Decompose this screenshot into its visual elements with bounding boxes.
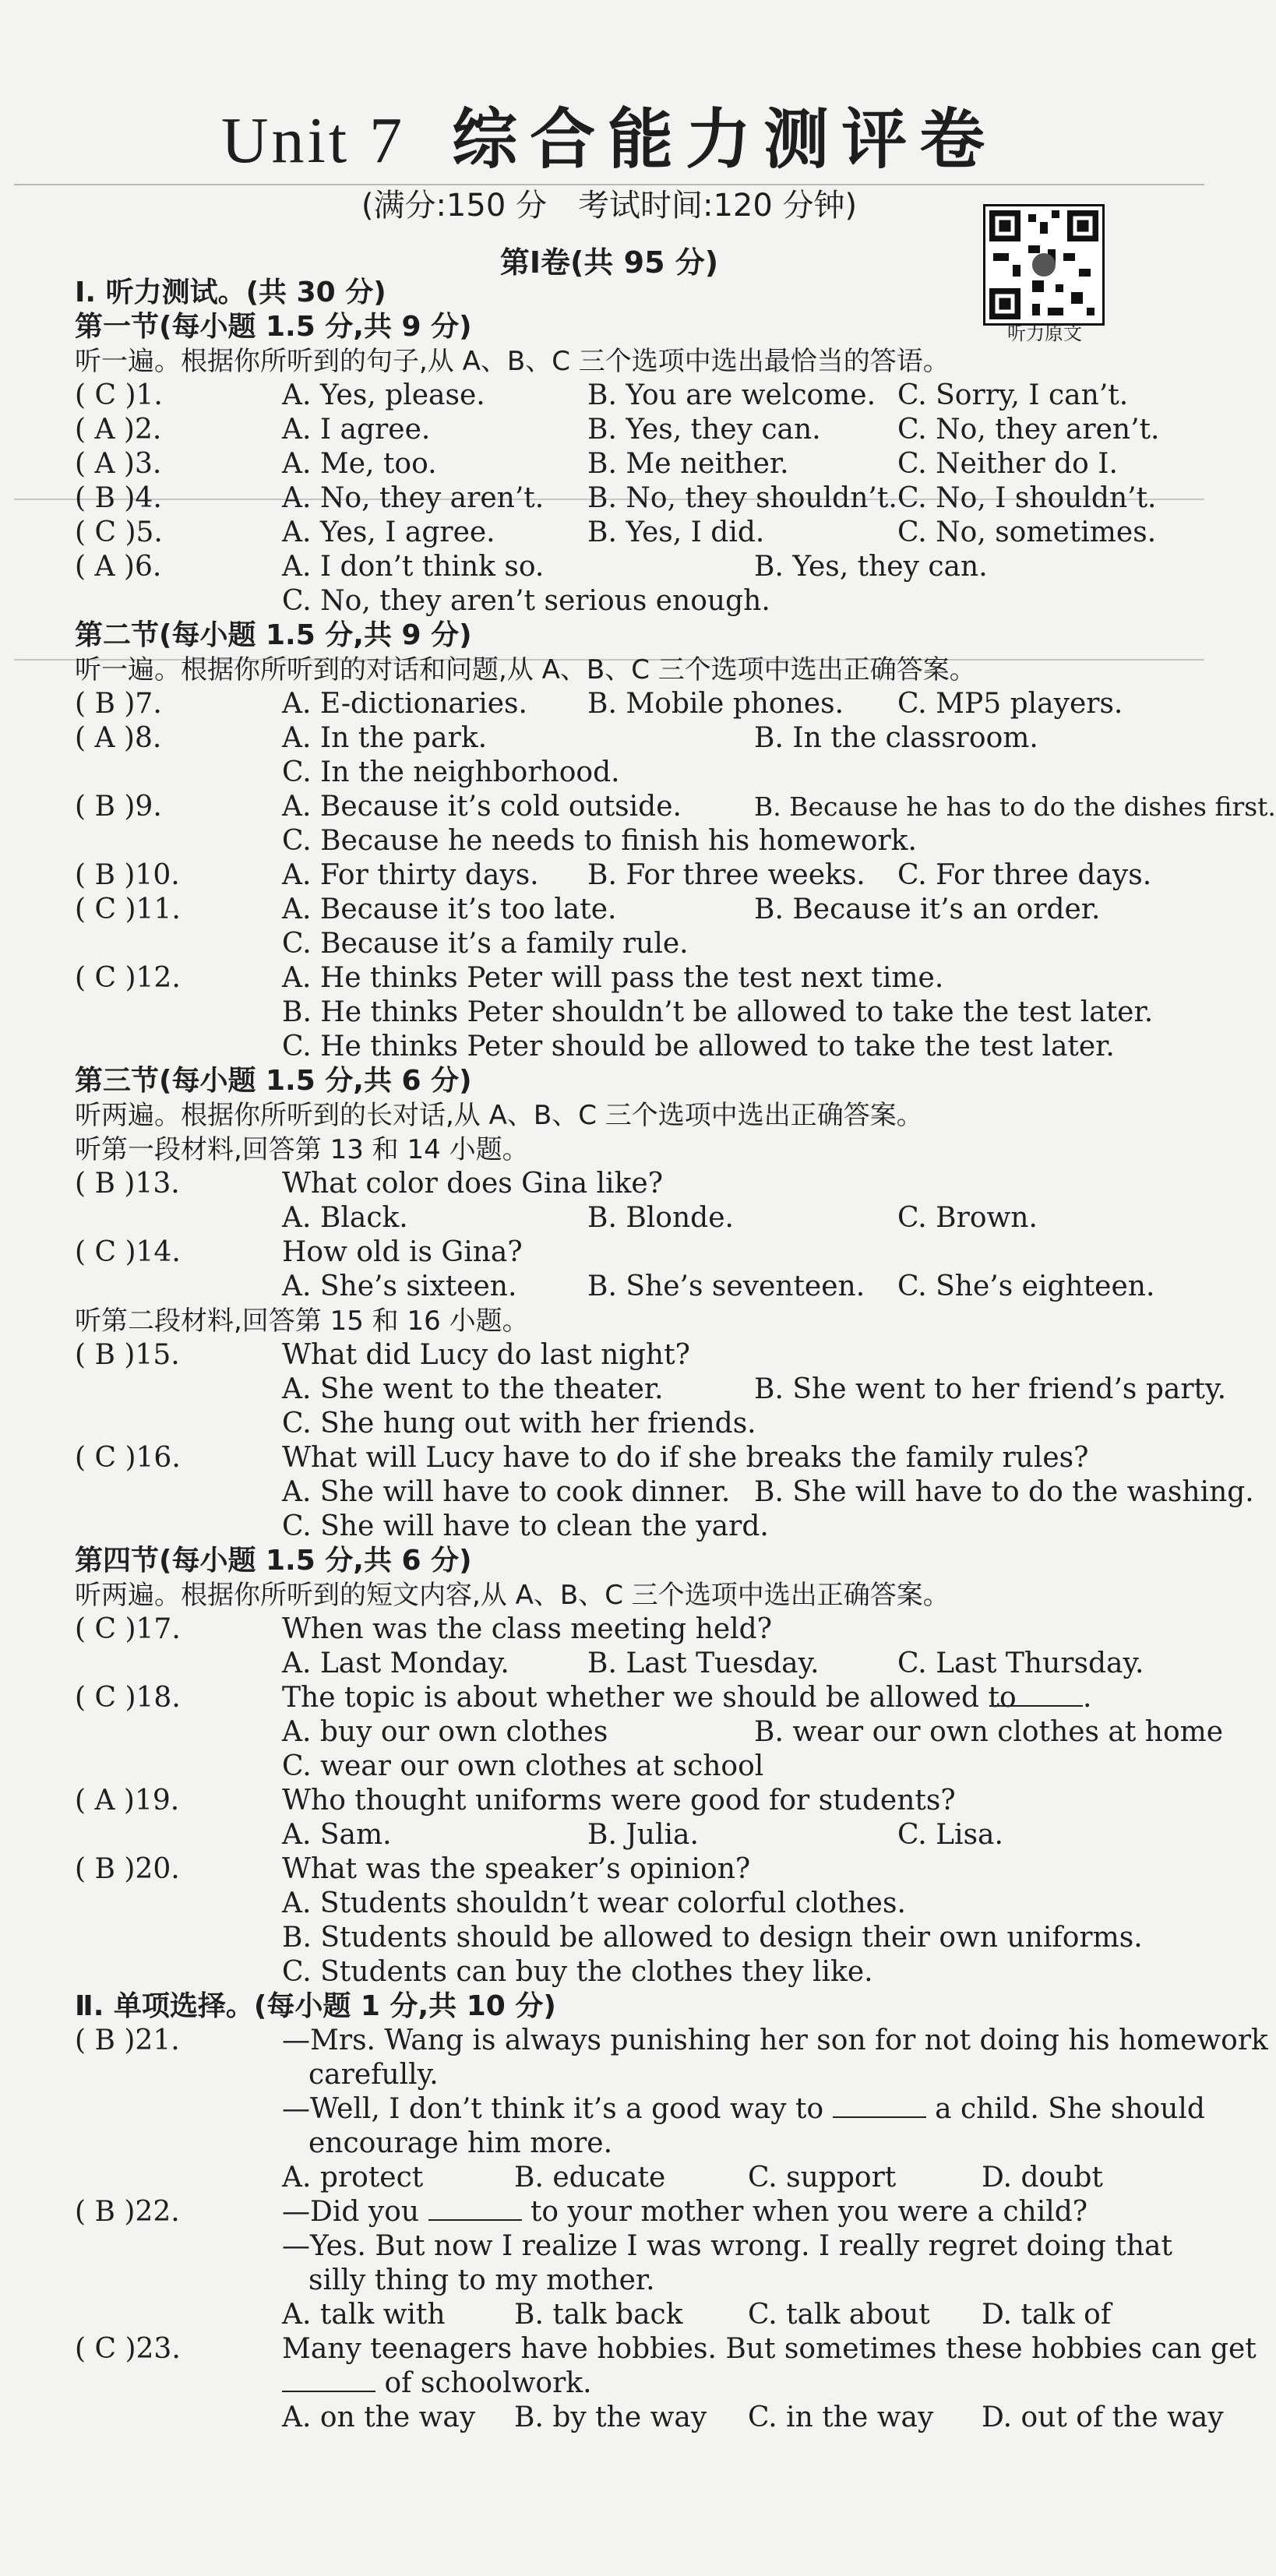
option-c: C. Students can buy the clothes they like. bbox=[282, 1956, 873, 1988]
option-a: A. Students shouldn’t wear colorful clothes. bbox=[282, 1887, 906, 1919]
option-c: C. Last Thursday. bbox=[897, 1647, 1144, 1679]
answer: ( A )8. bbox=[75, 722, 162, 754]
part-title: 第Ⅰ卷(共 95 分) bbox=[499, 245, 719, 280]
option-b: B. Me neither. bbox=[587, 448, 789, 480]
option-b: B. She went to her friend’s party. bbox=[754, 1373, 1227, 1405]
option-b: B. talk back bbox=[514, 2299, 683, 2331]
answer: ( B )7. bbox=[75, 688, 162, 720]
question-text: What was the speaker’s opinion? bbox=[282, 1853, 751, 1885]
option-b: B. Yes, they can. bbox=[587, 414, 821, 446]
answer: ( A )3. bbox=[75, 448, 162, 480]
instruction: 听一遍。根据你所听到的句子,从 A、B、C 三个选项中选出最恰当的答语。 bbox=[75, 346, 950, 377]
question-22-cont bbox=[75, 2229, 1172, 2264]
option-a: A. She will have to cook dinner. bbox=[282, 1476, 731, 1508]
answer: ( A )19. bbox=[75, 1785, 180, 1817]
question-13 bbox=[75, 1167, 1164, 1201]
question-text: —Did you to your mother when you were a child? bbox=[282, 2196, 1088, 2228]
option-c: C. No, they aren’t. bbox=[897, 414, 1160, 446]
answer: ( C )11. bbox=[75, 893, 181, 925]
question-15 bbox=[75, 1338, 1164, 1373]
question-6 bbox=[75, 550, 1164, 584]
question-22 bbox=[75, 2195, 1164, 2229]
answer: ( B )13. bbox=[75, 1168, 180, 1200]
option-a: A. Because it’s too late. bbox=[282, 893, 617, 925]
option-b: B. You are welcome. bbox=[587, 379, 876, 411]
answer: ( B )15. bbox=[75, 1339, 180, 1371]
question-12-cont bbox=[75, 1030, 1164, 1064]
question-18 bbox=[75, 1681, 1164, 1715]
option-d: D. doubt bbox=[982, 2162, 1103, 2194]
option-a: A. talk with bbox=[282, 2299, 446, 2331]
answer: ( C )12. bbox=[75, 962, 181, 994]
subsection-heading: 第三节(每小题 1.5 分,共 6 分) bbox=[75, 1065, 472, 1097]
question-text: —Mrs. Wang is always punishing her son for not doing his homework bbox=[282, 2025, 1268, 2056]
option-b: B. She will have to do the washing. bbox=[754, 1476, 1254, 1508]
instruction: 听一遍。根据你所听到的对话和问题,从 A、B、C 三个选项中选出正确答案。 bbox=[75, 654, 976, 685]
option-c: C. In the neighborhood. bbox=[282, 756, 620, 788]
question-text: silly thing to my mother. bbox=[308, 2264, 655, 2296]
option-a: A. Because it’s cold outside. bbox=[282, 791, 682, 823]
question-17-options bbox=[75, 1647, 1164, 1681]
option-a: A. She’s sixteen. bbox=[282, 1270, 517, 1302]
instruction: 听两遍。根据你所听到的长对话,从 A、B、C 三个选项中选出正确答案。 bbox=[75, 1100, 923, 1131]
answer: ( B )4. bbox=[75, 482, 162, 514]
question-text: What color does Gina like? bbox=[282, 1168, 663, 1200]
option-a: A. E-dictionaries. bbox=[282, 688, 527, 720]
answer: ( C )23. bbox=[75, 2333, 181, 2365]
question-21-cont bbox=[75, 2092, 1205, 2127]
question-16 bbox=[75, 1441, 1164, 1475]
option-a: A. buy our own clothes bbox=[282, 1716, 608, 1748]
answer-blank: . bbox=[989, 1681, 1091, 1715]
answer: ( B )20. bbox=[75, 1853, 180, 1885]
option-c: C. Sorry, I can’t. bbox=[897, 379, 1129, 411]
question-23-cont bbox=[75, 2366, 1164, 2401]
option-c: C. support bbox=[748, 2162, 897, 2194]
answer: ( B )21. bbox=[75, 2025, 180, 2056]
question-18-cont bbox=[75, 1750, 1164, 1784]
question-21 bbox=[75, 2024, 1268, 2058]
option-a: A. In the park. bbox=[282, 722, 488, 754]
question-2 bbox=[75, 413, 1164, 447]
answer: ( C )17. bbox=[75, 1613, 181, 1645]
option-c: C. Because he needs to finish his homework. bbox=[282, 825, 917, 857]
option-c: C. She hung out with her friends. bbox=[282, 1408, 756, 1440]
question-8-cont bbox=[75, 756, 1164, 790]
material-note: 听第一段材料,回答第 13 和 14 小题。 bbox=[75, 1134, 529, 1165]
option-b: B. Last Tuesday. bbox=[587, 1647, 820, 1679]
option-b: B. educate bbox=[514, 2162, 666, 2194]
qr-label: 听力原文 bbox=[1007, 322, 1082, 344]
question-text: How old is Gina? bbox=[282, 1236, 523, 1268]
question-20 bbox=[75, 1852, 1164, 1887]
question-7 bbox=[75, 687, 1164, 721]
option-a: A. Me, too. bbox=[282, 448, 437, 480]
option-c: C. MP5 players. bbox=[897, 688, 1123, 720]
question-13-options bbox=[75, 1201, 1164, 1235]
option-c: C. No, they aren’t serious enough. bbox=[282, 585, 770, 617]
question-3 bbox=[75, 447, 1164, 481]
question-text: encourage him more. bbox=[308, 2127, 613, 2159]
question-15-options bbox=[75, 1373, 1227, 1407]
question-text: When was the class meeting held? bbox=[282, 1613, 772, 1645]
answer: ( B )10. bbox=[75, 859, 180, 891]
material-note: 听第二段材料,回答第 15 和 16 小题。 bbox=[75, 1306, 529, 1337]
option-b: B. Students should be allowed to design their own uniforms. bbox=[282, 1922, 1143, 1954]
question-23 bbox=[75, 2332, 1257, 2366]
option-b: B. wear our own clothes at home bbox=[754, 1716, 1224, 1748]
answer: ( B )9. bbox=[75, 791, 162, 823]
subsection-heading: 第二节(每小题 1.5 分,共 9 分) bbox=[75, 619, 472, 651]
question-8 bbox=[75, 721, 1164, 756]
question-19 bbox=[75, 1784, 1164, 1818]
option-a: A. No, they aren’t. bbox=[282, 482, 545, 514]
question-text: carefully. bbox=[308, 2059, 439, 2091]
option-a: A. Yes, please. bbox=[282, 379, 485, 411]
question-23-options bbox=[75, 2401, 1224, 2435]
option-a: A. He thinks Peter will pass the test next time. bbox=[282, 962, 944, 994]
option-c: C. in the way bbox=[748, 2402, 934, 2433]
question-11 bbox=[75, 893, 1164, 927]
option-b: B. Mobile phones. bbox=[587, 688, 844, 720]
question-21-options bbox=[75, 2161, 1164, 2195]
question-5 bbox=[75, 516, 1164, 550]
option-b: B. by the way bbox=[514, 2402, 707, 2433]
page-title bbox=[0, 87, 1218, 181]
option-a: A. Last Monday. bbox=[282, 1647, 509, 1679]
question-text: of schoolwork. bbox=[282, 2366, 592, 2401]
question-12-cont bbox=[75, 996, 1164, 1030]
question-21-cont bbox=[75, 2127, 1164, 2161]
answer: ( C )18. bbox=[75, 1682, 181, 1714]
answer: ( A )2. bbox=[75, 414, 162, 446]
option-c: C. No, sometimes. bbox=[897, 516, 1157, 548]
question-11-cont bbox=[75, 927, 1164, 961]
question-21-cont bbox=[75, 2058, 1164, 2092]
option-b: B. For three weeks. bbox=[587, 859, 865, 891]
question-6-cont bbox=[75, 584, 1164, 618]
option-c: C. For three days. bbox=[897, 859, 1152, 891]
question-1 bbox=[75, 379, 1164, 413]
question-12 bbox=[75, 961, 1164, 996]
option-b: B. Because he has to do the dishes first. bbox=[754, 791, 1276, 822]
title-cn: 综合能力测评卷 bbox=[452, 101, 998, 178]
subsection-heading: 第一节(每小题 1.5 分,共 9 分) bbox=[75, 311, 472, 343]
question-10 bbox=[75, 858, 1164, 893]
question-22-cont bbox=[75, 2264, 1164, 2298]
option-b: B. No, they shouldn’t. bbox=[587, 482, 897, 514]
option-c: C. Because it’s a family rule. bbox=[282, 928, 689, 960]
answer: ( C )5. bbox=[75, 516, 163, 548]
question-17 bbox=[75, 1612, 1164, 1647]
option-c: C. wear our own clothes at school bbox=[282, 1750, 764, 1782]
option-c: C. Brown. bbox=[897, 1202, 1038, 1234]
question-text: —Yes. But now I realize I was wrong. I really regret doing that bbox=[282, 2230, 1172, 2262]
option-b: B. She’s seventeen. bbox=[587, 1270, 865, 1302]
answer: ( B )22. bbox=[75, 2196, 180, 2228]
answer: ( C )16. bbox=[75, 1442, 181, 1474]
exam-info: (满分:150 分 考试时间:120 分钟) bbox=[361, 188, 858, 224]
option-c: C. Lisa. bbox=[897, 1819, 1003, 1851]
question-19-options bbox=[75, 1818, 1164, 1852]
option-a: A. protect bbox=[282, 2162, 424, 2194]
question-text: The topic is about whether we should be allowed to bbox=[282, 1682, 1017, 1714]
option-a: A. For thirty days. bbox=[282, 859, 539, 891]
section-title: Ⅱ. 单项选择。(每小题 1 分,共 10 分) bbox=[75, 1990, 556, 2022]
section-title: Ⅰ. 听力测试。(共 30 分) bbox=[75, 277, 386, 308]
question-16-options bbox=[75, 1475, 1254, 1510]
option-a: A. She went to the theater. bbox=[282, 1373, 664, 1405]
option-b: B. Yes, I did. bbox=[587, 516, 765, 548]
option-c: C. She’s eighteen. bbox=[897, 1270, 1155, 1302]
answer: ( C )1. bbox=[75, 379, 163, 411]
option-a: A. Sam. bbox=[282, 1819, 392, 1851]
question-4 bbox=[75, 481, 1164, 516]
question-16-cont bbox=[75, 1510, 1164, 1544]
option-d: D. talk of bbox=[982, 2299, 1112, 2331]
question-18-options bbox=[75, 1715, 1224, 1750]
question-text: What did Lucy do last night? bbox=[282, 1339, 690, 1371]
option-a: A. I agree. bbox=[282, 414, 431, 446]
option-c: C. talk about bbox=[748, 2299, 930, 2331]
answer-blank bbox=[282, 2367, 375, 2392]
question-text: What will Lucy have to do if she breaks the family rules? bbox=[282, 1442, 1089, 1474]
option-a: A. Yes, I agree. bbox=[282, 516, 495, 548]
question-20-cont bbox=[75, 1955, 1164, 1989]
answer-blank bbox=[428, 2196, 522, 2221]
option-b: B. Yes, they can. bbox=[754, 551, 988, 583]
subsection-heading: 第四节(每小题 1.5 分,共 6 分) bbox=[75, 1545, 472, 1577]
answer-blank bbox=[833, 2093, 926, 2118]
option-a: A. Black. bbox=[282, 1202, 408, 1234]
option-b: B. Blonde. bbox=[587, 1202, 734, 1234]
answer: ( C )14. bbox=[75, 1236, 181, 1268]
option-a: A. I don’t think so. bbox=[282, 551, 545, 583]
question-22-options bbox=[75, 2298, 1164, 2332]
option-c: C. Neither do I. bbox=[897, 448, 1118, 480]
question-text: Many teenagers have hobbies. But sometimes these hobbies can get bbox=[282, 2333, 1257, 2365]
question-text: Who thought uniforms were good for students? bbox=[282, 1785, 956, 1817]
option-b: B. Because it’s an order. bbox=[754, 893, 1101, 925]
question-20-cont bbox=[75, 1921, 1164, 1955]
question-14-options bbox=[75, 1270, 1164, 1304]
question-9-cont bbox=[75, 824, 1164, 858]
question-9 bbox=[75, 790, 1276, 824]
option-b: B. He thinks Peter shouldn’t be allowed to take the test later. bbox=[282, 996, 1154, 1028]
answer: ( A )6. bbox=[75, 551, 162, 583]
question-15-cont bbox=[75, 1407, 1164, 1441]
option-c: C. He thinks Peter should be allowed to take the test later. bbox=[282, 1031, 1115, 1062]
option-b: B. In the classroom. bbox=[754, 722, 1038, 754]
question-14 bbox=[75, 1235, 1164, 1270]
option-c: C. No, I shouldn’t. bbox=[897, 482, 1157, 514]
option-b: B. Julia. bbox=[587, 1819, 699, 1851]
option-a: A. on the way bbox=[282, 2402, 476, 2433]
question-20-cont bbox=[75, 1887, 1164, 1921]
option-c: C. She will have to clean the yard. bbox=[282, 1510, 769, 1542]
title-unit: Unit 7 bbox=[220, 104, 406, 177]
instruction: 听两遍。根据你所听到的短文内容,从 A、B、C 三个选项中选出正确答案。 bbox=[75, 1580, 950, 1611]
question-text: —Well, I don’t think it’s a good way to a child. She should bbox=[282, 2093, 1205, 2125]
option-d: D. out of the way bbox=[982, 2402, 1224, 2433]
